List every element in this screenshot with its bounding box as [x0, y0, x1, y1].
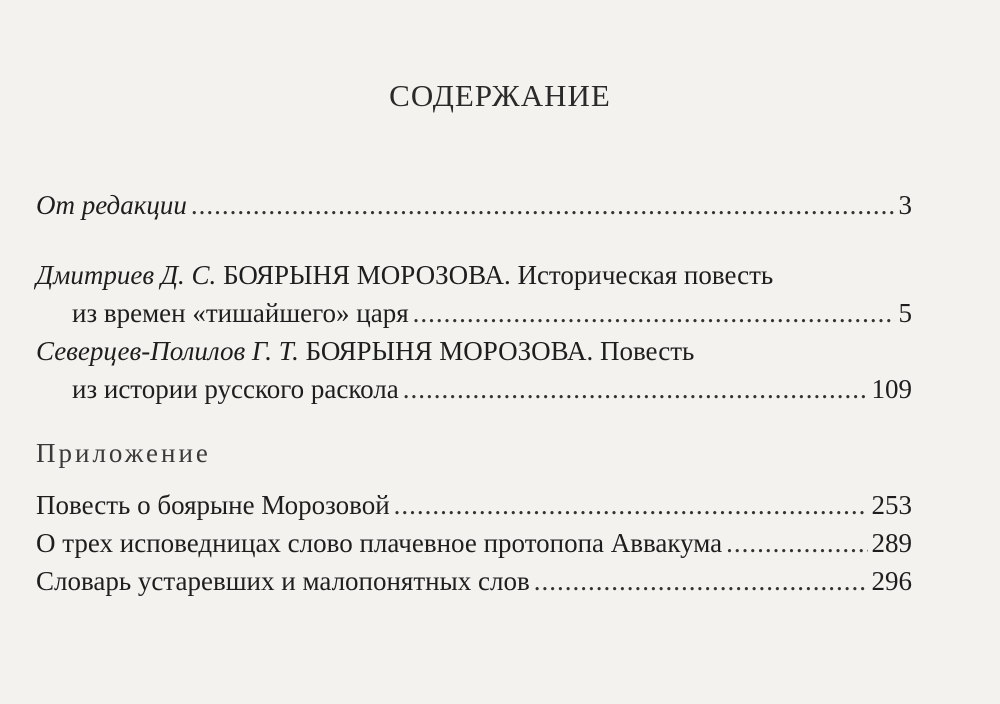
toc-entry-appendix-1[interactable] — [36, 488, 912, 522]
toc-entry-author: Северцев-Полилов Г. Т. — [36, 336, 299, 366]
toc-entry-foreword[interactable] — [36, 188, 912, 222]
toc-entry-severtsev[interactable] — [72, 372, 912, 406]
dot-leader — [726, 526, 867, 560]
page-title: СОДЕРЖАНИЕ — [389, 78, 611, 113]
dot-leader — [413, 296, 895, 330]
toc-entry-label: О трех исповедницах слово плачевное протопопа Аввакума — [36, 528, 723, 558]
dot-leader — [534, 564, 868, 598]
appendix-heading: Приложение — [36, 438, 211, 468]
toc-entry-title: БОЯРЫНЯ МОРОЗОВА. Повесть — [298, 336, 695, 366]
toc-entry-title-continued: из истории русского раскола — [72, 374, 399, 404]
toc-entry-dmitriev[interactable] — [72, 296, 912, 330]
dot-leader — [403, 372, 868, 406]
toc-page-number: 109 — [871, 374, 912, 404]
dot-leader — [191, 188, 895, 222]
toc-entry-label: От редакции — [36, 190, 187, 220]
toc-page-number: 5 — [898, 298, 912, 328]
toc-entry-label: Повесть о боярыне Морозовой — [36, 490, 390, 520]
toc-entry-title: БОЯРЫНЯ МОРОЗОВА. Историческая повесть — [216, 260, 774, 290]
dot-leader — [394, 488, 868, 522]
toc-entry-appendix-3[interactable] — [36, 564, 912, 598]
toc-entry-title-continued: из времен «тишайшего» царя — [72, 298, 409, 328]
toc-entry-severtsev-title[interactable] — [36, 334, 912, 368]
toc-page-number: 289 — [871, 528, 912, 558]
toc-page-number: 253 — [871, 490, 912, 520]
toc-entry-dmitriev-title[interactable] — [36, 258, 912, 292]
toc-entry-author: Дмитриев Д. С. — [36, 260, 217, 290]
toc-page-number: 296 — [871, 566, 912, 596]
toc-entry-label: Словарь устаревших и малопонятных слов — [36, 566, 530, 596]
toc-page-number: 3 — [898, 190, 912, 220]
toc-entry-appendix-2[interactable] — [36, 526, 912, 560]
